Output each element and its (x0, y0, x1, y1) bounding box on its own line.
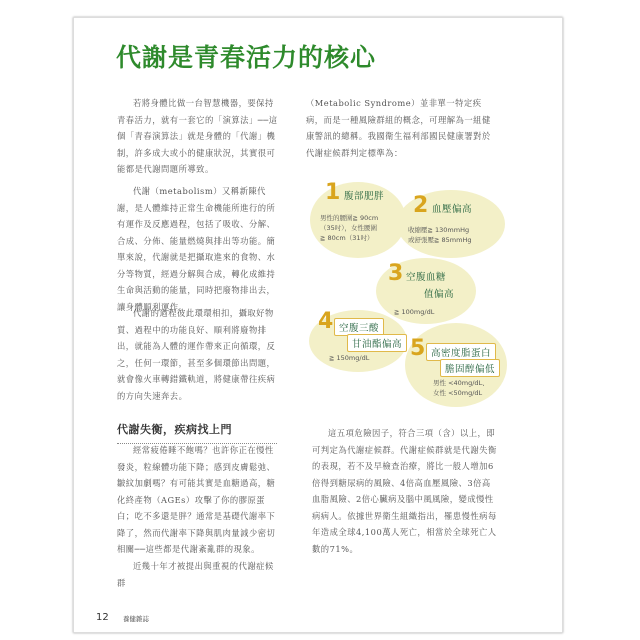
criterion-1-detail-2: （35吋），女性腰圍 (320, 224, 378, 232)
criterion-3-title-line2: 值偏高 (424, 289, 455, 300)
left-paragraph-5: 近幾十年才被提出與重視的代謝症候群 (117, 561, 274, 588)
criterion-3-number: 3 (388, 261, 404, 286)
section-heading: 代謝失衡，疾病找上門 (117, 421, 277, 444)
criterion-5-detail-2: 女性 <50mg/dL (433, 389, 483, 397)
page-title: 代謝是青春活力的核心 (116, 43, 377, 72)
criterion-2-detail-2: 或舒張壓≧ 85mmHg (408, 236, 472, 244)
criterion-2-detail-1: 收縮壓≧ 130mmHg (408, 226, 470, 234)
left-paragraph-2: 代謝（metabolism）又稱新陳代謝，是人體維持正常生命機能所進行的所有運作及反應過程，包括了吸收、分解、合成、分佈、能量燃燒與排出等功能。簡單來說，代謝就是把攝取進來的食物、水分等物質，經過分解與合成，轉化成維持生命與活動的能量，同時把廢物排出去，讓身體順利運作。 (117, 186, 276, 312)
left-paragraph-3: 代謝的過程彼此環環相扣，攝取好物質、過程中的功能良好、順利將廢物排出，就能為人體的運作帶來正向循環，反之，任何一環節，甚至多個環節出問題，就會像火車轉錯鐵軌道，將健康帶往疾病的方向失速奔去。 (117, 308, 276, 401)
criterion-1-detail-3: ≧ 80cm（31吋） (320, 234, 374, 242)
page-number: 12 (96, 612, 109, 623)
right-paragraph-1: （Metabolic Syndrome）並非單一特定疾病，而是一種風險群組的概念，可理解為一組健康警訊的總稱。我國衛生福利部國民健康署對於代謝症候群判定標準為： (306, 98, 491, 158)
criterion-1-title: 腹部肥胖 (344, 191, 385, 202)
criterion-2-number: 2 (413, 193, 429, 218)
criterion-1-number: 1 (325, 180, 341, 205)
left-paragraph-4: 經常疲倦睡不飽嗎？也許你正在慢性發炎，粒線體功能下降；感到皮膚鬆弛、皺紋加劇嗎？有可能其實是血糖過高，糖化終產物（AGEs）攻擊了你的膠原蛋白；吃不多還是胖？通常是基礎代謝率下降了，然而代謝率下降與肌肉量減少密切相關──這些都是代謝紊亂群的現象。 (117, 445, 276, 554)
criterion-4-detail-1: ≧ 150mg/dL (329, 354, 370, 362)
criterion-5-number: 5 (410, 336, 426, 361)
criterion-3-title-line1: 空腹血糖 (406, 272, 447, 283)
criterion-3-detail-1: ≧ 100mg/dL (394, 308, 435, 316)
left-paragraph-1: 若將身體比做一台智慧機器，要保持青春活力，就有一套它的「演算法」──這個「青春演算法」就是身體的「代謝」機制，許多成大或小的健康狀況，其實很可能都是代謝問題所導致。 (117, 98, 278, 174)
criterion-5-title-line1: 高密度脂蛋白 (426, 343, 496, 361)
criterion-4-number: 4 (318, 309, 334, 334)
criterion-5-title-line2: 膽固醇偏低 (440, 359, 500, 377)
running-footer: 養健雜誌 (123, 615, 149, 623)
right-paragraph-2: 這五項危險因子，符合三項（含）以上，即可判定為代謝症候群。代謝症候群就是代謝失衡的表現，若不及早檢查治療，將比一般人增加6倍得到糖尿病的風險、4倍高血壓風險、3倍高血脂風險、2倍心臟病及腦中風風險，變成慢性病病人。依據世界衛生組織指出，罹患慢性病每年造成全球4,100萬人死亡，相當於全球死亡人數的71%。 (312, 428, 497, 554)
criterion-5-detail-1: 男性 <40mg/dL、 (433, 379, 489, 387)
criterion-4-title-line1: 空腹三酸 (334, 318, 384, 336)
criterion-4-title-line2: 甘油酯偏高 (347, 334, 407, 352)
criterion-1-detail-1: 男性的腰圍≧ 90cm (320, 214, 379, 222)
criterion-2-title: 血壓偏高 (432, 204, 473, 215)
